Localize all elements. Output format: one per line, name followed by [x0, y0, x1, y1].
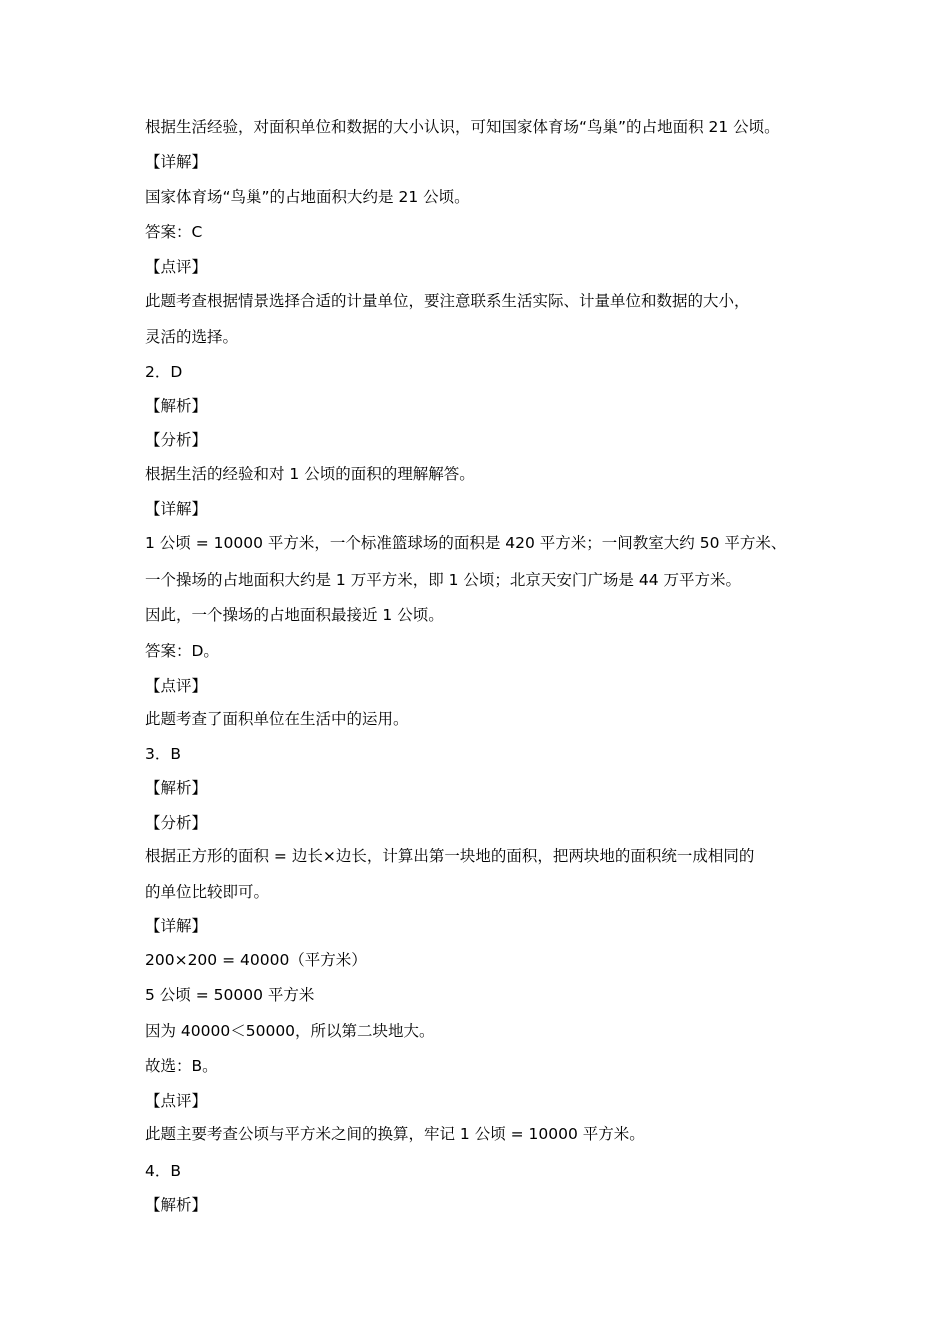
text-line: 因此，一个操场的占地面积最接近 1 公顷。 — [145, 606, 444, 624]
text-line: 根据生活的经验和对 1 公顷的面积的理解解答。 — [145, 465, 475, 483]
section-heading: 【解析】 — [145, 397, 208, 415]
answer-line: 答案：D。 — [145, 642, 219, 660]
answer-line: 故选：B。 — [145, 1057, 218, 1075]
text-line: 根据生活经验，对面积单位和数据的大小认识，可知国家体育场“鸟巢”的占地面积 21 公顷。 — [145, 118, 780, 136]
text-line: 因为 40000＜50000，所以第二块地大。 — [145, 1022, 435, 1040]
question-number: 4．B — [145, 1162, 181, 1180]
answer-line: 答案：C — [145, 223, 203, 241]
section-heading: 【解析】 — [145, 779, 208, 797]
text-line: 一个操场的占地面积大约是 1 万平方米，即 1 公顷；北京天安门广场是 44 万平方米。 — [145, 571, 742, 589]
section-heading: 【解析】 — [145, 1196, 208, 1214]
text-line: 的单位比较即可。 — [145, 883, 270, 901]
question-number: 2．D — [145, 363, 183, 381]
section-heading: 【详解】 — [145, 153, 208, 171]
text-line: 5 公顷 = 50000 平方米 — [145, 986, 315, 1004]
section-heading: 【点评】 — [145, 1092, 208, 1110]
text-line: 200×200 = 40000（平方米） — [145, 951, 367, 969]
text-line: 灵活的选择。 — [145, 328, 239, 346]
section-heading: 【详解】 — [145, 917, 208, 935]
section-heading: 【分析】 — [145, 814, 208, 832]
text-line: 国家体育场“鸟巢”的占地面积大约是 21 公顷。 — [145, 188, 470, 206]
section-heading: 【详解】 — [145, 500, 208, 518]
text-line: 此题主要考查公顷与平方米之间的换算，牢记 1 公顷 = 10000 平方米。 — [145, 1125, 645, 1143]
section-heading: 【点评】 — [145, 258, 208, 276]
section-heading: 【点评】 — [145, 677, 208, 695]
question-number: 3．B — [145, 745, 181, 763]
text-line: 根据正方形的面积 = 边长×边长，计算出第一块地的面积，把两块地的面积统一成相同的 — [145, 847, 755, 865]
text-line: 1 公顷 = 10000 平方米，一个标准篮球场的面积是 420 平方米；一间教室大约 50 平方米、 — [145, 534, 787, 552]
section-heading: 【分析】 — [145, 431, 208, 449]
text-line: 此题考查了面积单位在生活中的运用。 — [145, 710, 409, 728]
text-line: 此题考查根据情景选择合适的计量单位，要注意联系生活实际、计量单位和数据的大小， — [145, 292, 750, 310]
